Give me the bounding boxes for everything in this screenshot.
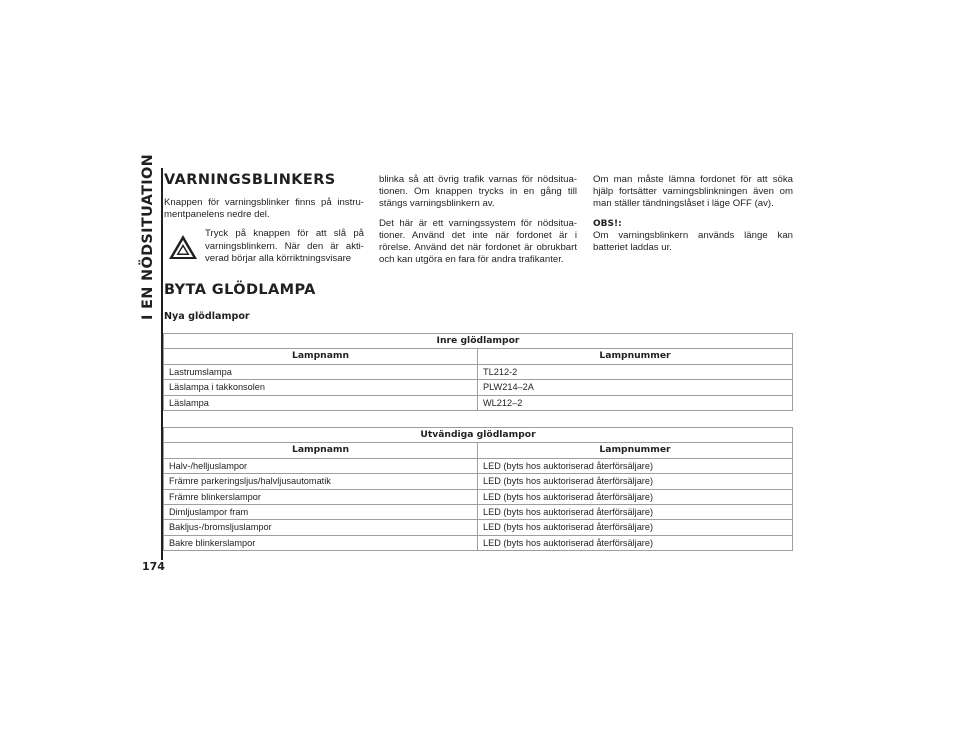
column-1: [164, 171, 364, 272]
table-row: [164, 380, 793, 395]
lamp-number: LED (byts hos auktoriserad återförsäljare): [478, 535, 793, 550]
paragraph-hazard-location: Knappen för varningsblinker finns på instru-mentpanelens nedre del.: [164, 197, 364, 221]
table-row: [164, 364, 793, 379]
table-row: [164, 474, 793, 489]
lamp-name: Dimljuslampor fram: [164, 505, 478, 520]
lamp-name: Halv-/helljuslampor: [164, 458, 478, 473]
lamp-name: Läslampa: [164, 395, 478, 410]
lamp-name: Främre blinkerslampor: [164, 489, 478, 504]
subheading-new-bulbs: Nya glödlampor: [164, 311, 250, 322]
hazard-warning-icon: [168, 234, 198, 260]
table-row: [164, 520, 793, 535]
heading-hazard-lights: VARNINGSBLINKERS: [164, 172, 336, 188]
chapter-side-title: [137, 153, 159, 320]
lamp-name: Främre parkeringsljus/halvljusautomatik: [164, 474, 478, 489]
column-header-name: Lampnamn: [164, 443, 478, 458]
paragraph-hazard-blink: blinka så att övrig trafik varnas för nödsitua-tionen. Om knappen trycks in en gång till stängs varningsblinkern av.: [379, 174, 577, 210]
lamp-number: PLW214–2A: [478, 380, 793, 395]
table-row: [164, 535, 793, 550]
table-row: [164, 505, 793, 520]
lamp-number: LED (byts hos auktoriserad återförsäljare): [478, 474, 793, 489]
lamp-name: Lastrumslampa: [164, 364, 478, 379]
column-3: [593, 174, 793, 261]
lamp-name: Läslampa i takkonsolen: [164, 380, 478, 395]
table-title: Utvändiga glödlampor: [164, 428, 793, 443]
paragraph-hazard-warning: Det här är ett varningssystem för nödsitua-tioner. Använd det inte när fordonet är i rörelse. Använd det när fordonet är obrukbart och kan utgöra en fara för andra trafikanter.: [379, 217, 577, 266]
lamp-number: LED (byts hos auktoriserad återförsäljare): [478, 505, 793, 520]
column-header-number: Lampnummer: [478, 443, 793, 458]
lamp-number: TL212-2: [478, 364, 793, 379]
section-bulb-replacement: [164, 281, 316, 299]
table-row: [164, 458, 793, 473]
lamp-number: LED (byts hos auktoriserad återförsäljare): [478, 520, 793, 535]
heading-bulb-replacement: BYTA GLÖDLAMPA: [164, 282, 316, 298]
note-label: OBS!:: [593, 218, 622, 229]
table-row: [164, 489, 793, 504]
lamp-name: Bakljus-/bromsljuslampor: [164, 520, 478, 535]
lamp-number: WL212–2: [478, 395, 793, 410]
column-2: [379, 174, 577, 273]
page-number: 174: [142, 560, 165, 573]
table-exterior-bulbs: [163, 427, 793, 551]
lamp-name: Bakre blinkerslampor: [164, 535, 478, 550]
table-row: [164, 395, 793, 410]
paragraph-hazard-leave: Om man måste lämna fordonet för att söka hjälp fortsätter varningsblinkningen även om man ställer tändningslåset i läge OFF (av).: [593, 174, 793, 210]
note-text: Om varningsblinkern används länge kan batteriet laddas ur.: [593, 229, 793, 254]
chapter-title-text: I EN NÖDSITUATION: [140, 153, 156, 320]
hazard-instruction: [164, 228, 364, 265]
lamp-number: LED (byts hos auktoriserad återförsäljare): [478, 458, 793, 473]
table-interior-bulbs: [163, 333, 793, 411]
lamp-number: LED (byts hos auktoriserad återförsäljare): [478, 489, 793, 504]
column-header-number: Lampnummer: [478, 349, 793, 364]
paragraph-hazard-press: Tryck på knappen för att slå på varningsblinkern. När den är akti-verad börjar alla körriktningsvisare: [205, 228, 364, 264]
table-title: Inre glödlampor: [164, 334, 793, 349]
column-header-name: Lampnamn: [164, 349, 478, 364]
